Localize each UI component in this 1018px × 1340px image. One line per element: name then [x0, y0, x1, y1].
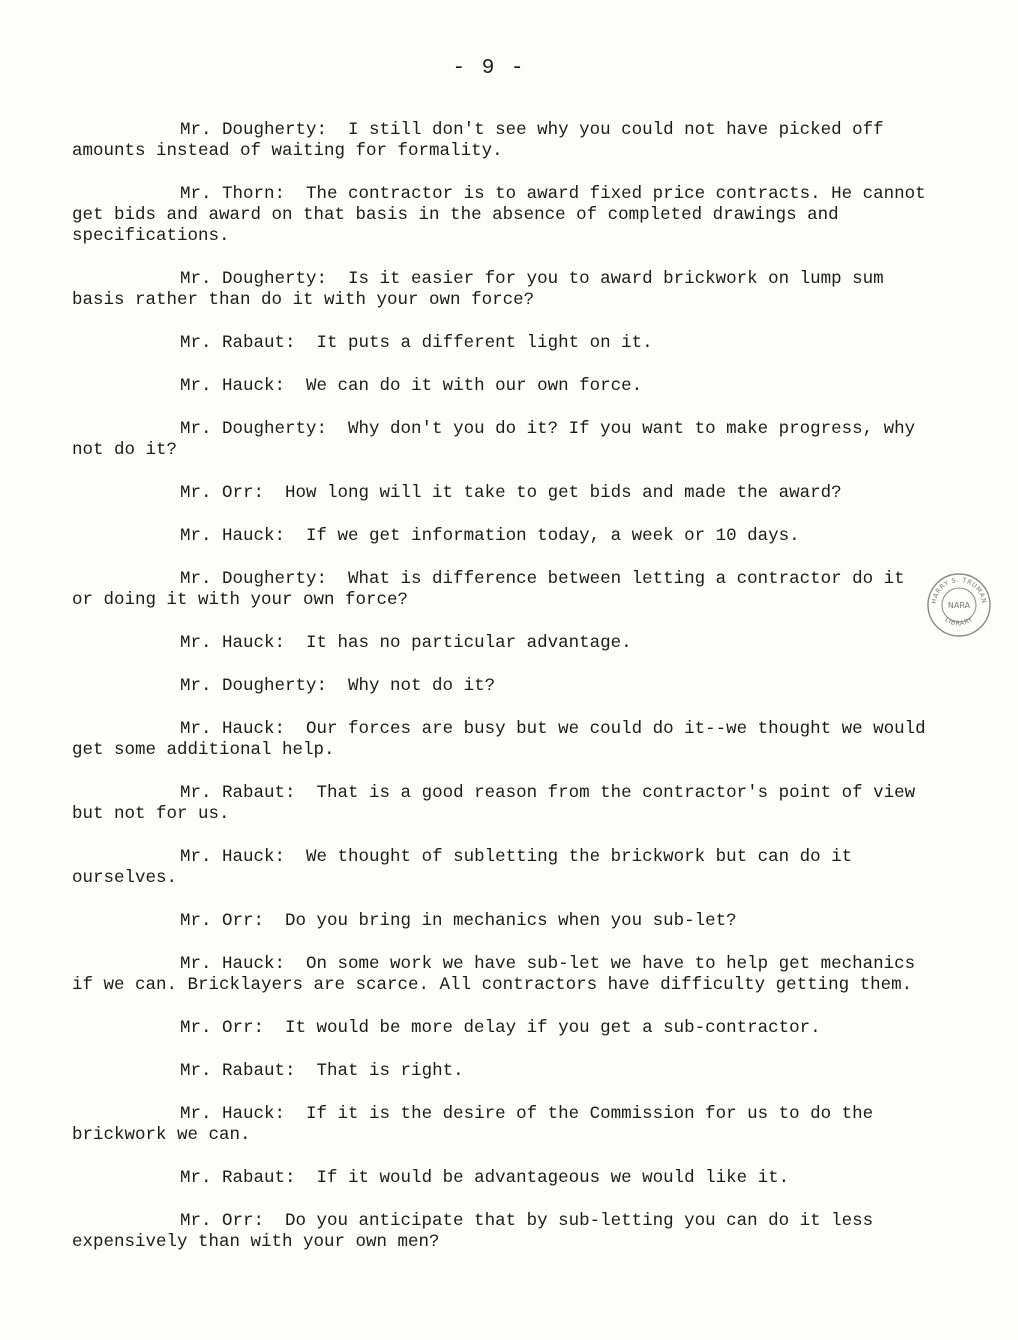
statement-text: It would be more delay if you get a sub-contractor. — [285, 1018, 821, 1038]
stamp-top-text: HARRY S. TRUMAN — [929, 575, 989, 605]
speaker-label: Mr. Orr: — [180, 911, 265, 931]
stamp-bottom-text: LIBRARY — [943, 615, 975, 628]
speaker-label: Mr. Dougherty: — [180, 120, 328, 140]
speaker-label: Mr. Hauck: — [180, 633, 286, 653]
transcript-paragraph — [72, 483, 932, 504]
speaker-label: Mr. Rabaut: — [180, 1168, 296, 1188]
stamp-center-text: NARA — [947, 601, 971, 610]
speaker-label: Mr. Rabaut: — [180, 783, 296, 803]
transcript-paragraph — [72, 1211, 932, 1253]
statement-text: On some work we have sub-let we have to help get mechanics if we can. Bricklayers are scarce. All contractors have difficulty getting them. — [72, 954, 916, 995]
transcript-paragraph — [72, 569, 932, 611]
speaker-label: Mr. Orr: — [180, 1211, 265, 1231]
speaker-label: Mr. Dougherty: — [180, 419, 328, 439]
speaker-label: Mr. Rabaut: — [180, 1061, 296, 1081]
transcript-paragraph — [72, 911, 932, 932]
speaker-label: Mr. Hauck: — [180, 954, 286, 974]
speaker-label: Mr. Hauck: — [180, 526, 286, 546]
speaker-label: Mr. Hauck: — [180, 1104, 286, 1124]
transcript-paragraph — [72, 526, 932, 547]
page-number: - 9 - — [452, 57, 526, 80]
statement-text: It puts a different light on it. — [316, 333, 653, 353]
library-stamp — [926, 572, 992, 638]
statement-text: Why don't you do it? If you want to make progress, why not do it? — [72, 419, 916, 460]
statement-text: How long will it take to get bids and made the award? — [285, 483, 842, 503]
statement-text: I still don't see why you could not have picked off amounts instead of waiting for formality. — [72, 120, 884, 161]
statement-text: We can do it with our own force. — [306, 376, 643, 396]
speaker-label: Mr. Hauck: — [180, 847, 286, 867]
transcript-paragraph — [72, 1104, 932, 1146]
speaker-label: Mr. Hauck: — [180, 719, 286, 739]
statement-text: If it would be advantageous we would like it. — [316, 1168, 790, 1188]
speaker-label: Mr. Dougherty: — [180, 569, 328, 589]
transcript-paragraph — [72, 719, 932, 761]
statement-text: Is it easier for you to award brickwork on lump sum basis rather than do it with your own force? — [72, 269, 884, 310]
transcript-paragraph — [72, 333, 932, 354]
statement-text: That is a good reason from the contractor's point of view but not for us. — [72, 783, 916, 824]
transcript-paragraph — [72, 184, 932, 247]
transcript-paragraph — [72, 419, 932, 461]
statement-text: Why not do it? — [348, 676, 496, 696]
transcript-paragraph — [72, 633, 932, 654]
statement-text: Our forces are busy but we could do it--we thought we would get some additional help. — [72, 719, 926, 760]
statement-text: The contractor is to award fixed price contracts. He cannot get bids and award on that basis in the absence of completed drawings and specifications. — [72, 184, 926, 246]
transcript-paragraph — [72, 120, 932, 162]
speaker-label: Mr. Rabaut: — [180, 333, 296, 353]
statement-text: If it is the desire of the Commission for us to do the brickwork we can. — [72, 1104, 874, 1145]
transcript-paragraph — [72, 954, 932, 996]
speaker-label: Mr. Hauck: — [180, 376, 286, 396]
statement-text: Do you bring in mechanics when you sub-let? — [285, 911, 737, 931]
transcript-paragraph — [72, 847, 932, 889]
speaker-label: Mr. Dougherty: — [180, 269, 328, 289]
svg-text:LIBRARY — [943, 615, 974, 627]
statement-text: If we get information today, a week or 10 days. — [306, 526, 800, 546]
transcript-paragraph — [72, 1061, 932, 1082]
statement-text: That is right. — [316, 1061, 464, 1081]
transcript-paragraph — [72, 269, 932, 311]
transcript — [72, 120, 932, 1253]
transcript-paragraph — [72, 676, 932, 697]
statement-text: It has no particular advantage. — [306, 633, 632, 653]
transcript-paragraph — [72, 376, 932, 397]
transcript-paragraph — [72, 1168, 932, 1189]
statement-text: Do you anticipate that by sub-letting you can do it less expensively than with your own men? — [72, 1211, 874, 1252]
speaker-label: Mr. Thorn: — [180, 184, 286, 204]
statement-text: What is difference between letting a contractor do it or doing it with your own force? — [72, 569, 905, 610]
speaker-label: Mr. Dougherty: — [180, 676, 328, 696]
statement-text: We thought of subletting the brickwork but can do it ourselves. — [72, 847, 853, 888]
speaker-label: Mr. Orr: — [180, 1018, 265, 1038]
speaker-label: Mr. Orr: — [180, 483, 265, 503]
transcript-paragraph — [72, 783, 932, 825]
transcript-paragraph — [72, 1018, 932, 1039]
